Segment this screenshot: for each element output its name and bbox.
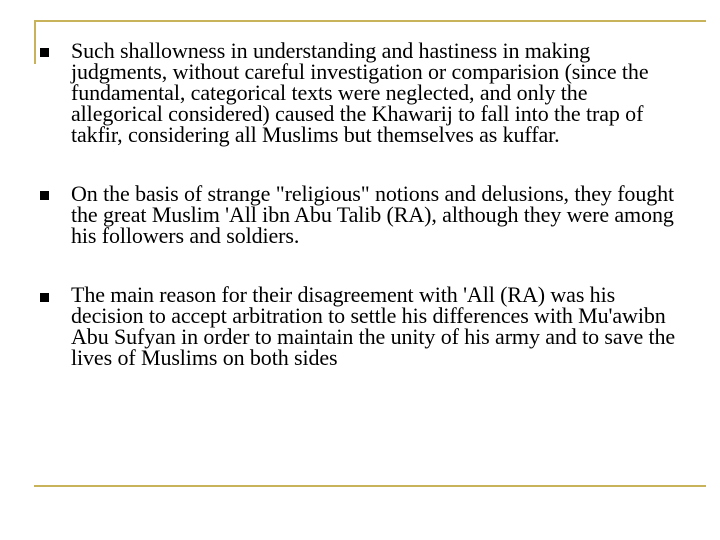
square-bullet-icon <box>40 191 49 200</box>
square-bullet-icon <box>40 293 49 302</box>
bullet-text: The main reason for their disagreement with 'All (RA) was his decision to accept arbitration to settle his differences with Mu'awibn Abu Sufyan in order to maintain the unity of his army and to save the lives of Muslims on both sides <box>71 282 676 370</box>
bullet-item <box>40 284 680 368</box>
bullet-item <box>40 40 680 145</box>
bullet-list <box>40 40 680 368</box>
frame-left-line <box>34 20 36 64</box>
bullet-item <box>40 183 680 246</box>
bullet-text: On the basis of strange "religious" notions and delusions, they fought the great Muslim 'All ibn Abu Talib (RA), although they were among his followers and soldiers. <box>71 181 675 248</box>
bullet-text: Such shallowness in understanding and hastiness in making judgments, without careful investigation or comparision (since the fundamental, categorical texts were neglected, and only the allegorical considered) caused the Khawarij to fall into the trap of takfir, considering all Muslims but themselves as kuffar. <box>71 38 649 147</box>
frame-top-line <box>34 20 706 22</box>
square-bullet-icon <box>40 48 49 57</box>
frame-bottom-line <box>34 485 706 487</box>
